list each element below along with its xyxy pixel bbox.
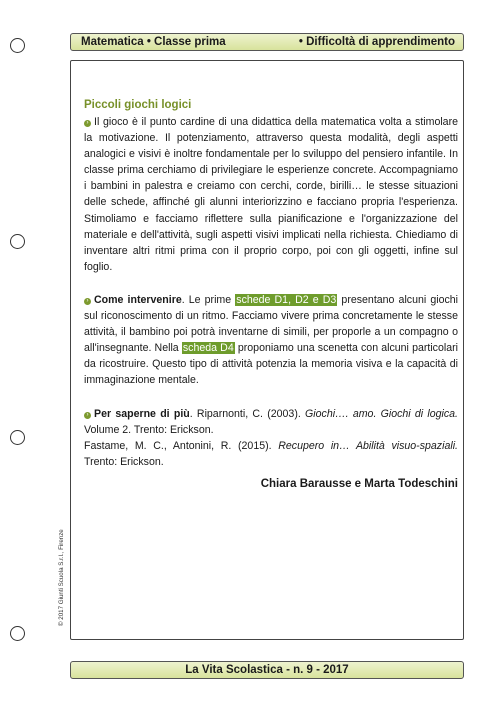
ref1-title: Giochi…. amo. Giochi di logica. bbox=[305, 407, 458, 420]
how-text-1: . Le prime bbox=[181, 293, 236, 306]
binder-hole-2 bbox=[10, 234, 25, 249]
how-paragraph bbox=[84, 292, 458, 389]
author-signature: Chiara Barausse e Marta Todeschini bbox=[260, 478, 458, 490]
copyright-notice: © 2017 Giunti Scuola S.r.l., Firenze bbox=[58, 529, 65, 626]
page-header bbox=[70, 33, 464, 51]
bullet-arrow-icon: › bbox=[84, 120, 91, 127]
binder-hole-1 bbox=[10, 38, 25, 53]
page-footer: La Vita Scolastica - n. 9 - 2017 bbox=[70, 661, 464, 679]
header-topic: • Difficoltà di apprendimento bbox=[298, 36, 455, 48]
ref2-publisher: Trento: Erickson. bbox=[84, 455, 164, 468]
intro-text: Il gioco è il punto cardine di una didattica della matematica volta a stimolare la motivazione. Il potenziamento, attraverso questa modalità, degli aspetti analogici e visivi è inoltre fondamentale per lo sviluppo del pensiero infantile. In classe prima cerchiamo di privilegiare le esperienze concrete. Accompagniamo i bambini in palestra e creiamo con cerchi, corde, birilli… le stesse situazioni delle schede, affinché gli alunni interiorizzino e facciano propria l'esperienza. Stimoliamo e facciamo riflettere sulla pianificazione e l'organizzazione del materiale e dell'attività, sugli aspetti visivi implicati nella richiesta. Chiediamo di inventare altri ritmi prima con il proprio corpo, poi con gli oggetti, infine sul foglio. bbox=[84, 116, 458, 273]
intro-paragraph bbox=[84, 114, 458, 275]
article-body bbox=[84, 98, 458, 470]
how-text-2: presentano alcuni giochi sul riconoscimento di un ritmo. Facciamo vivere prima concretamente le stesse attività, il bambino poi potrà inventarne di simili, per proporle a un compagno o all'insegnante. Nella bbox=[84, 293, 459, 355]
bullet-arrow-icon: › bbox=[84, 298, 91, 305]
ref2-authors: Fastame, M. C., Antonini, R. (2015). bbox=[84, 439, 279, 452]
binder-hole-3 bbox=[10, 430, 25, 445]
refs-paragraph bbox=[84, 406, 458, 470]
worksheet-ref-d1-d3: schede D1, D2 e D3 bbox=[236, 293, 337, 306]
section-title: Piccoli giochi logici bbox=[84, 99, 192, 111]
header-subject: Matematica • Classe prima bbox=[81, 36, 226, 48]
how-heading: Come intervenire bbox=[94, 293, 182, 306]
worksheet-ref-d4: scheda D4 bbox=[182, 342, 234, 355]
ref2-title: Recupero in… Abilità visuo-spaziali. bbox=[278, 439, 458, 452]
binder-hole-4 bbox=[10, 626, 25, 641]
how-text-3: proponiamo una scenetta con alcuni particolari da ricostruire. Questo tipo di attività potenzia la memoria visiva e la capacità di immaginazione mentale. bbox=[84, 342, 458, 387]
bullet-arrow-icon: › bbox=[84, 412, 91, 419]
refs-heading: Per saperne di più bbox=[94, 407, 190, 420]
ref1-publisher: Volume 2. Trento: Erickson. bbox=[84, 423, 214, 436]
ref1-authors: . Riparnonti, C. (2003). bbox=[189, 407, 306, 420]
